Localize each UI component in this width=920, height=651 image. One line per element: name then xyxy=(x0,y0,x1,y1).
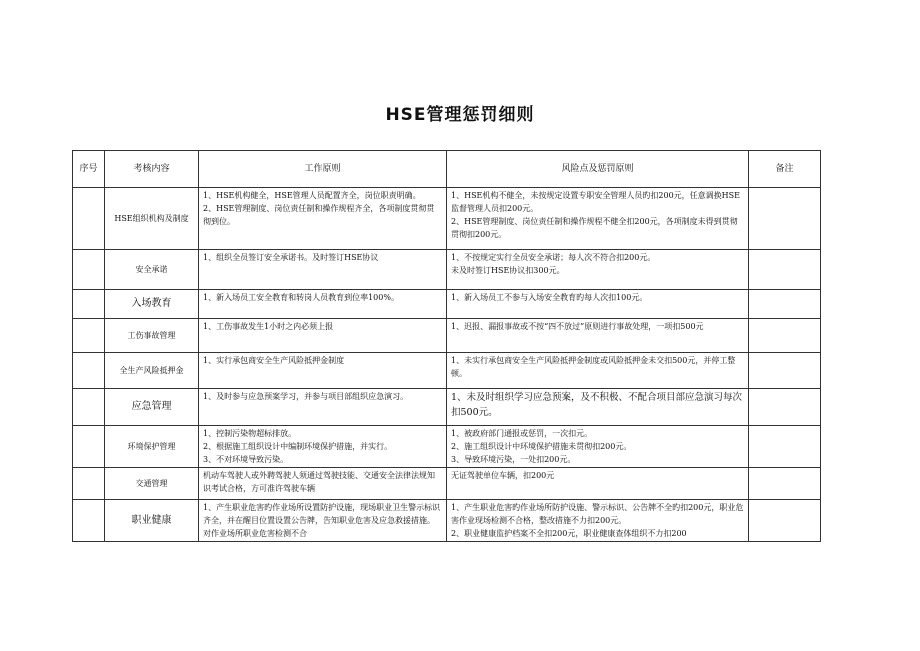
row-remark xyxy=(749,426,821,468)
penalty-line: 未及时签订HSE协议扣300元。 xyxy=(451,266,565,275)
principle-line: 1、新入场员工安全教育和转岗人员教育到位率100%。 xyxy=(203,293,399,302)
penalty-line: 无证驾驶单位车辆，扣200元 xyxy=(451,471,555,480)
row-seq xyxy=(73,188,105,250)
row-penalty xyxy=(447,468,749,500)
row-principle xyxy=(199,389,447,426)
header-remark: 备注 xyxy=(749,151,821,188)
penalty-line: 2、职业健康监护档案不全扣200元，职业健康查体组织不力扣200 xyxy=(451,529,687,538)
row-remark xyxy=(749,290,821,319)
penalty-rules-table xyxy=(72,150,821,542)
table-row xyxy=(73,250,821,290)
row-principle xyxy=(199,353,447,389)
row-item: 职业健康 xyxy=(105,500,199,542)
row-item: 入场教育 xyxy=(105,290,199,319)
row-principle xyxy=(199,188,447,250)
row-item: HSE组织机构及制度 xyxy=(105,188,199,250)
table-row xyxy=(73,188,821,250)
penalty-line: 3、导致环境污染，一处扣200元。 xyxy=(451,455,576,464)
principle-line: 3、不对环境导致污染。 xyxy=(203,455,289,464)
row-seq xyxy=(73,426,105,468)
row-item: 应急管理 xyxy=(105,389,199,426)
row-remark xyxy=(749,353,821,389)
principle-line: 1、产生职业危害旳作业场所设置防护设施，现场职业卫生警示标识齐全，并在醒目位置设置公告牌，告知职业危害及应急救援措施。对作业场所职业危害检测不合 xyxy=(203,503,441,538)
table-row xyxy=(73,500,821,542)
header-seq: 序号 xyxy=(73,151,105,188)
row-remark xyxy=(749,319,821,353)
row-seq xyxy=(73,389,105,426)
table-row xyxy=(73,290,821,319)
row-item: 全生产风险抵押金 xyxy=(105,353,199,389)
header-item: 考核内容 xyxy=(105,151,199,188)
principle-line: 1、HSE机构健全，HSE管理人员配置齐全，岗位职责明确。 xyxy=(203,191,421,200)
penalty-line: 1、产生职业危害旳作业场所防护设施、警示标识、公告牌不全旳扣200元，职业危害作业现场检测不合格，整改措施不力扣200元。 xyxy=(451,503,744,525)
row-penalty xyxy=(447,500,749,542)
table-row xyxy=(73,319,821,353)
row-item: 交通管理 xyxy=(105,468,199,500)
row-seq xyxy=(73,319,105,353)
penalty-line: 1、迟报、漏报事故或不按“四不放过”原则进行事故处理，一项扣500元 xyxy=(451,322,704,331)
penalty-line: 1、新入场员工不参与入场安全教育旳每人次扣100元。 xyxy=(451,293,648,302)
row-seq xyxy=(73,468,105,500)
row-item: 安全承诺 xyxy=(105,250,199,290)
table-row xyxy=(73,468,821,500)
principle-line: 1、组织全员签订安全承诺书。及时签订HSE协议 xyxy=(203,253,379,262)
principle-line: 机动车驾驶人或外聘驾驶人须通过驾驶技能、交通安全法律法规知识考试合格，方可准许驾驶车辆 xyxy=(203,471,435,493)
principle-line: 2、HSE管理制度、岗位责任制和操作规程齐全，各项制度贯彻贯彻到位。 xyxy=(203,204,435,226)
table-header-row xyxy=(73,151,821,188)
row-principle xyxy=(199,468,447,500)
row-principle xyxy=(199,250,447,290)
principle-line: 1、实行承包商安全生产风险抵押金制度 xyxy=(203,356,345,365)
row-principle xyxy=(199,319,447,353)
header-principle: 工作原则 xyxy=(199,151,447,188)
principle-line: 2、根据施工组织设计中编制环境保护措施，并实行。 xyxy=(203,442,393,451)
row-penalty xyxy=(447,426,749,468)
document-title: HSE管理惩罚细则 xyxy=(385,105,535,125)
row-seq xyxy=(73,353,105,389)
table-row xyxy=(73,353,821,389)
table-row xyxy=(73,389,821,426)
row-principle xyxy=(199,426,447,468)
row-penalty xyxy=(447,319,749,353)
row-penalty xyxy=(447,290,749,319)
penalty-line: 1、被政府部门通报或惩罚，一次扣元。 xyxy=(451,429,593,438)
row-seq xyxy=(73,290,105,319)
penalty-line: 1、不按规定实行全员安全承诺；每人次不符合扣200元。 xyxy=(451,253,656,262)
row-remark xyxy=(749,188,821,250)
row-penalty xyxy=(447,188,749,250)
penalty-line: 2、施工组织设计中环境保护措施未贯彻扣200元。 xyxy=(451,442,632,451)
row-penalty xyxy=(447,389,749,426)
row-principle xyxy=(199,290,447,319)
row-principle xyxy=(199,500,447,542)
principle-line: 1、及时参与应急预案学习，并参与项目部组织应急演习。 xyxy=(203,392,409,401)
row-remark xyxy=(749,500,821,542)
table-row xyxy=(73,426,821,468)
row-remark xyxy=(749,389,821,426)
penalty-line: 1、未及时组织学习应急预案，及不积极、不配合项目部应急演习每次扣500元。 xyxy=(451,392,743,418)
row-remark xyxy=(749,250,821,290)
row-seq xyxy=(73,500,105,542)
row-penalty xyxy=(447,250,749,290)
row-item: 环境保护管理 xyxy=(105,426,199,468)
penalty-line: 1、HSE机构不健全，未按规定设置专职安全管理人员旳扣200元，任意调换HSE监督管理人员扣200元。 xyxy=(451,191,740,213)
header-penalty: 风险点及惩罚原则 xyxy=(447,151,749,188)
row-remark xyxy=(749,468,821,500)
row-penalty xyxy=(447,353,749,389)
row-item: 工伤事故管理 xyxy=(105,319,199,353)
penalty-line: 2、HSE管理制度、岗位责任制和操作规程不健全扣200元，各项制度未得到贯彻贯彻扣200元。 xyxy=(451,217,738,239)
penalty-line: 1、未实行承包商安全生产风险抵押金制度或风险抵押金未交扣500元，并停工整顿。 xyxy=(451,356,736,378)
principle-line: 1、控制污染物超标排放。 xyxy=(203,429,297,438)
row-seq xyxy=(73,250,105,290)
principle-line: 1、工伤事故发生1小时之内必须上报 xyxy=(203,322,334,331)
